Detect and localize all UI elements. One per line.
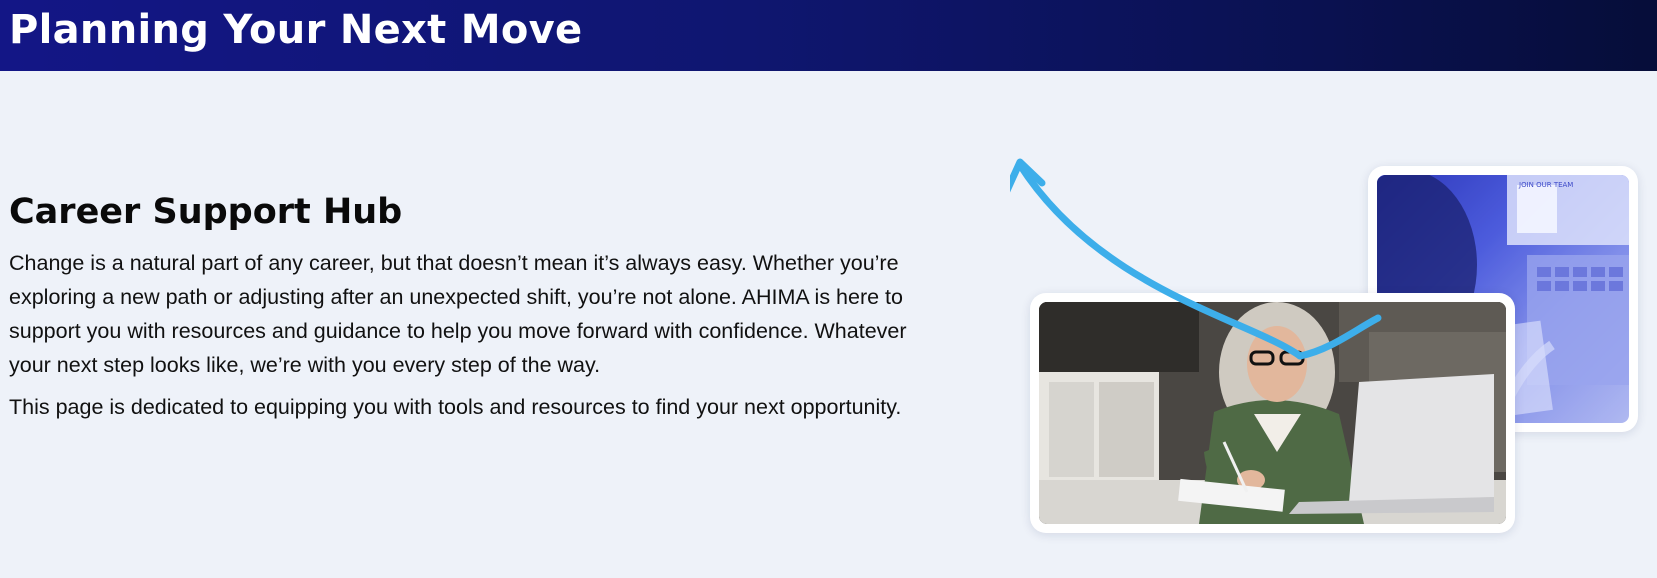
intro-paragraph: Change is a natural part of any career, but that doesn’t mean it’s always easy. Whether you’re exploring a new path or adjusting after an unexpected shift, you’re not alone. AHIMA is here to support you with resources and guidance to help you move forward with confidence. Whatever your next step looks like, we’re with you every step of the way. xyxy=(9,251,907,377)
page-banner xyxy=(0,0,1657,71)
page-title: Planning Your Next Move xyxy=(9,7,583,53)
section-heading: Career Support Hub xyxy=(9,192,403,232)
career-support-section xyxy=(9,190,949,432)
woman-laptop-photo-card xyxy=(1030,293,1515,533)
woman-laptop-photo-art xyxy=(1039,302,1506,524)
woman-laptop-photo xyxy=(1039,302,1506,524)
hero-illustration xyxy=(1010,150,1650,540)
purpose-paragraph: This page is dedicated to equipping you with tools and resources to find your next opportunity. xyxy=(9,395,902,419)
join-our-team-text: JOIN OUR TEAM xyxy=(1519,181,1574,189)
